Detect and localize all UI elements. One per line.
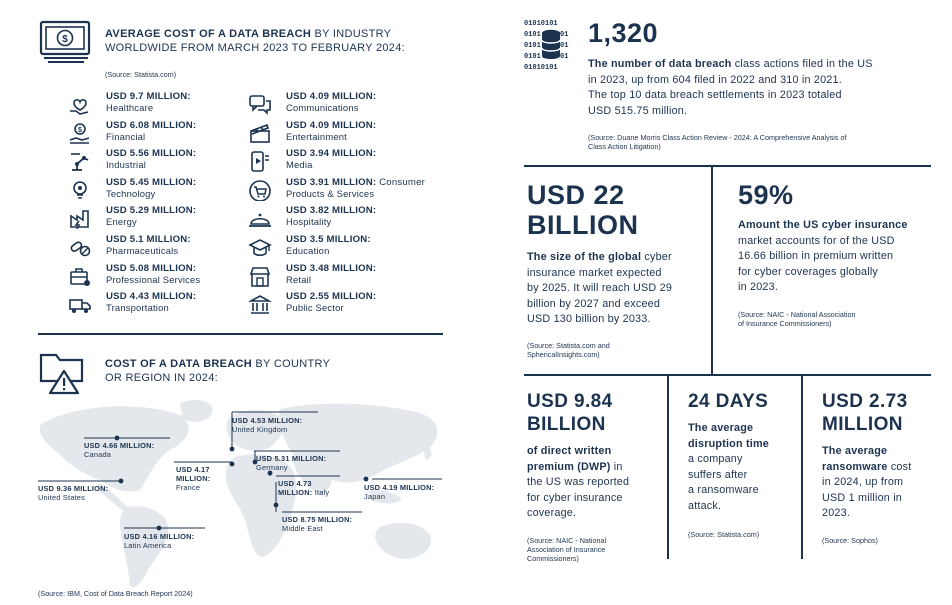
- svg-text:0101: 0101: [524, 31, 541, 39]
- industry-cost: USD 9.7 MILLION:: [106, 91, 191, 102]
- industry-cost: USD 3.82 MILLION:: [286, 205, 377, 217]
- right-vertical-divider-3: [801, 376, 803, 559]
- region-canada: USD 4.66 MILLION: Canada: [84, 441, 155, 459]
- database-binary-icon: [524, 18, 576, 70]
- ransomware-headline: USD 2.73 MILLION: [822, 391, 908, 435]
- industry-name: Communications: [286, 102, 359, 113]
- region-japan: USD 4.19 MILLION: Japan: [364, 483, 435, 501]
- region-italy: USD 4.73 MILLION: Italy: [278, 479, 330, 497]
- svg-text:$: $: [78, 126, 82, 134]
- right-vertical-divider-1: [711, 167, 713, 374]
- market-size-text: The size of the global cyber insurance market expected by 2025. It will reach USD 29 billion by 2027 and exceed USD 130 billion by 2033.: [527, 251, 673, 325]
- region-middle-east: USD 8.75 MILLION: Middle East: [282, 515, 353, 533]
- region-united-states: USD 9.36 MILLION: United States: [38, 484, 109, 502]
- industry-source: (Source: Statista.com): [105, 70, 177, 79]
- svg-text:$: $: [62, 34, 68, 45]
- industry-cost: USD 5.08 MILLION:: [106, 262, 197, 274]
- industry-name: Industrial: [106, 159, 147, 171]
- disruption-text: The average disruption time a company suffers after a ransomware attack.: [688, 422, 769, 512]
- industry-name: Technology: [106, 187, 156, 199]
- industry-name: Professional Services: [106, 273, 201, 285]
- us-share-text: Amount the US cyber insurance market accounts for of the USD 16.66 billion in premium written for cyber coverages globally in 2023.: [738, 219, 908, 293]
- industry-cost: USD 5.45 MILLION:: [106, 176, 197, 188]
- svg-text:01010101: 01010101: [524, 64, 558, 70]
- us-share-number: 59%: [738, 180, 794, 210]
- industry-cost: USD 3.94 MILLION:: [286, 148, 377, 160]
- industry-name: Products & Services: [286, 187, 375, 199]
- svg-text:01: 01: [560, 31, 569, 39]
- industry-name: Retail: [286, 273, 312, 285]
- region-france: USD 4.17 MILLION: France: [176, 465, 211, 492]
- industry-cost: USD 5.56 MILLION:: [106, 148, 197, 160]
- right-divider-mid: [524, 374, 931, 376]
- svg-text:01: 01: [560, 42, 569, 50]
- dwp-headline: USD 9.84 BILLION: [527, 391, 613, 435]
- industry-cost: USD 4.09 MILLION:: [286, 119, 377, 131]
- market-size-headline: USD 22 BILLION: [527, 180, 639, 240]
- country-source: (Source: IBM, Cost of Data Breach Report 2024): [38, 589, 193, 598]
- country-title: COST OF A DATA BREACH BY COUNTRY OR REGION IN 2024:: [105, 358, 331, 384]
- industry-cost: USD 3.48 MILLION:: [286, 262, 377, 274]
- industry-name: Pharmaceuticals: [106, 245, 179, 256]
- industry-cost: USD 2.55 MILLION:: [286, 291, 377, 303]
- market-size-source: (Source: Statista.com and SphericalInsights.com): [527, 341, 610, 359]
- svg-text:0101: 0101: [524, 42, 541, 50]
- ransomware-text: The average ransomware cost in 2024, up from USD 1 million in 2023.: [822, 445, 912, 519]
- industry-cost: USD 3.5 MILLION:: [286, 234, 371, 245]
- industry-cost: USD 5.1 MILLION:: [106, 234, 191, 245]
- industry-cost: USD 4.09 MILLION:: [286, 91, 377, 102]
- dwp-source: (Source: NAIC - National Association of Insurance Commissioners): [527, 536, 607, 563]
- class-actions-text: The number of data breach class actions filed in the US in 2023, up from 604 filed in 2022 and 310 in 2021. The top 10 data breach settlements in 2023 totaled USD 515.75 million.: [588, 58, 873, 117]
- industry-cost: USD 3.91 MILLION: Consumer: [286, 176, 426, 188]
- industry-cost: USD 6.08 MILLION:: [106, 119, 197, 131]
- right-vertical-divider-2: [667, 376, 669, 559]
- region-latin-america: USD 4.16 MILLION: Latin America: [124, 532, 195, 550]
- us-share-source: (Source: NAIC - National Association of Insurance Commissioners): [738, 310, 856, 328]
- industry-name: Entertainment: [286, 130, 347, 142]
- industry-name: Hospitality: [286, 216, 332, 228]
- svg-text:01: 01: [560, 53, 569, 61]
- right-divider-top: [524, 165, 931, 167]
- map-pins: [0, 0, 460, 605]
- industry-title: AVERAGE COST OF A DATA BREACH BY INDUSTRY WORLDWIDE FROM MARCH 2023 TO FEBRUARY 2024:: [105, 28, 405, 54]
- industry-name: Energy: [106, 216, 137, 228]
- svg-text:01010101: 01010101: [524, 20, 558, 28]
- class-actions-number: 1,320: [588, 18, 659, 48]
- industry-cost: USD 4.43 MILLION:: [106, 291, 197, 303]
- region-germany: USD 5.31 MILLION: Germany: [256, 454, 327, 472]
- industry-name: Media: [286, 159, 313, 171]
- industry-name: Financial: [106, 130, 146, 142]
- disruption-source: (Source: Statista.com): [688, 530, 760, 539]
- svg-text:0101: 0101: [524, 53, 541, 61]
- ransomware-source: (Source: Sophos): [822, 536, 878, 545]
- industry-name: Healthcare: [106, 102, 154, 113]
- region-united-kingdom: USD 4.53 MILLION: United Kingdom: [232, 416, 303, 434]
- dwp-text: of direct written premium (DWP) in the US was reported for cyber insurance coverage.: [527, 445, 630, 519]
- disruption-headline: 24 DAYS: [688, 391, 769, 412]
- industry-cost: USD 5.29 MILLION:: [106, 205, 197, 217]
- industry-name: Transportation: [106, 302, 169, 314]
- class-actions-source: (Source: Duane Morris Class Action Review - 2024: A Comprehensive Analysis of Class Action Litigation): [588, 133, 847, 151]
- industry-name: Education: [286, 245, 330, 256]
- industry-name: Public Sector: [286, 302, 344, 314]
